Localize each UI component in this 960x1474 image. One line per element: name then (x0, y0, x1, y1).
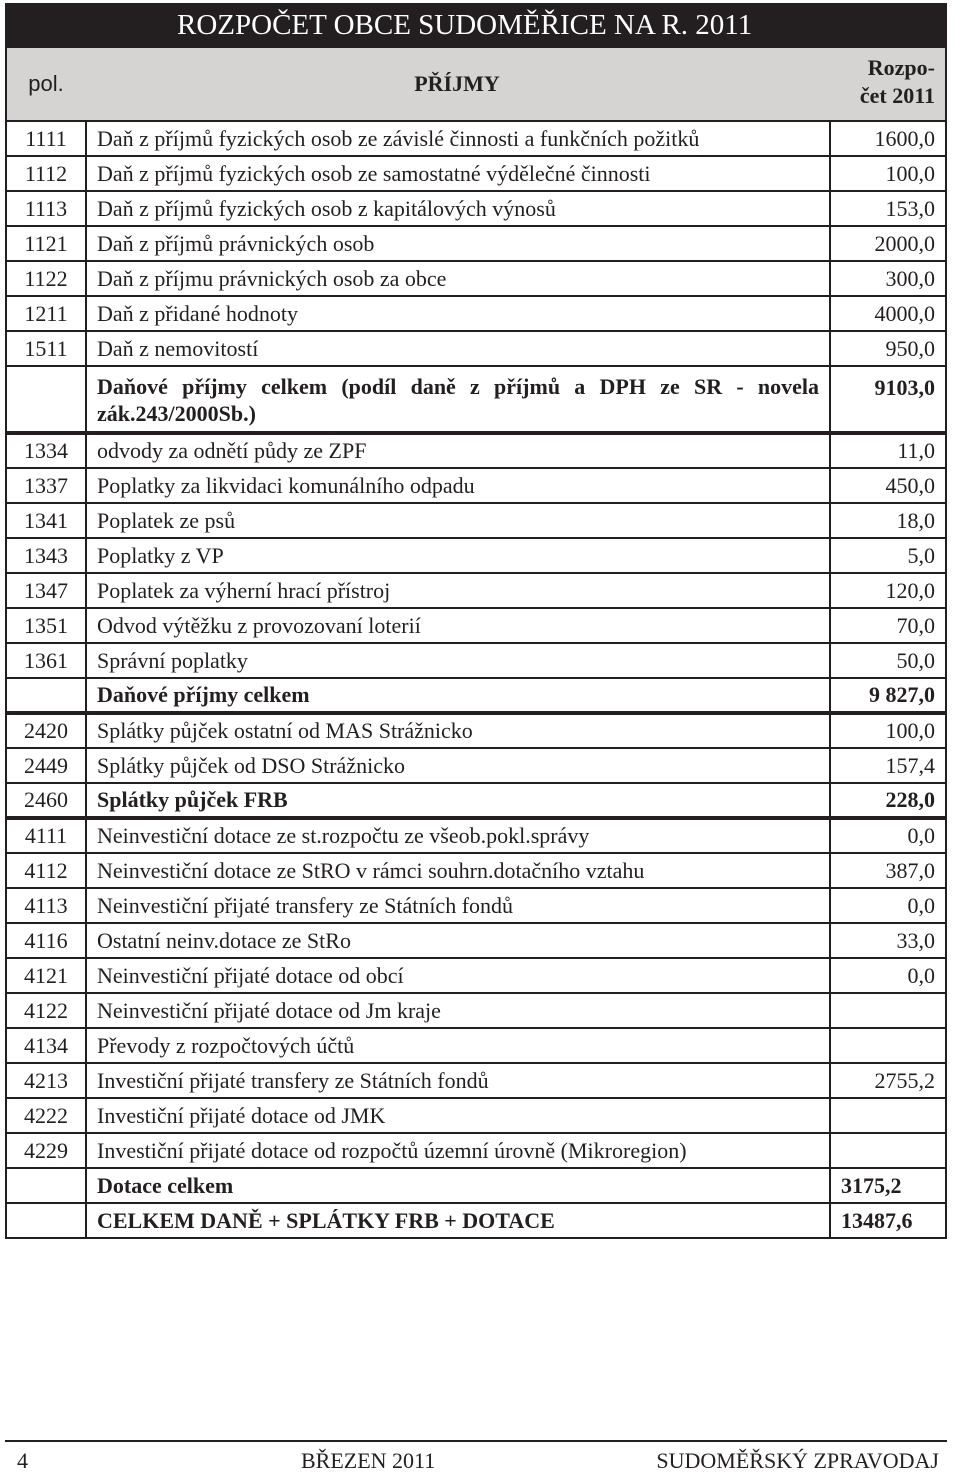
table-row (6, 503, 946, 538)
table-row (6, 296, 946, 331)
grand-total-row (6, 1203, 946, 1238)
table-row (6, 433, 946, 468)
row-value: 100,0 (830, 156, 946, 191)
row-value: 0,0 (830, 888, 946, 923)
table-row (6, 226, 946, 261)
subtotal-row (6, 366, 946, 433)
row-value: 50,0 (830, 643, 946, 678)
row-code: 4112 (6, 853, 86, 888)
row-label: odvody za odnětí půdy ze ZPF (86, 433, 830, 468)
row-code: 1361 (6, 643, 86, 678)
row-code (6, 366, 86, 433)
table-row (6, 713, 946, 748)
table-row (6, 643, 946, 678)
row-label: Neinvestiční přijaté transfery ze Státních fondů (86, 888, 830, 923)
row-label: Daň z příjmů právnických osob (86, 226, 830, 261)
row-code: 2449 (6, 748, 86, 783)
row-code: 4229 (6, 1133, 86, 1168)
row-value: 18,0 (830, 503, 946, 538)
row-code: 4111 (6, 818, 86, 853)
header-rozpocet (829, 48, 945, 120)
title-bar (5, 3, 947, 48)
row-value: 1600,0 (830, 121, 946, 156)
table-row (6, 261, 946, 296)
page-footer (5, 1440, 947, 1474)
row-code: 4122 (6, 993, 86, 1028)
row-code: 4121 (6, 958, 86, 993)
row-value: 33,0 (830, 923, 946, 958)
table-row (6, 1098, 946, 1133)
table-row (6, 748, 946, 783)
row-value: 228,0 (830, 783, 946, 818)
row-label: Poplatek ze psů (86, 503, 830, 538)
row-code: 4222 (6, 1098, 86, 1133)
row-value: 13487,6 (830, 1203, 946, 1238)
row-value: 4000,0 (830, 296, 946, 331)
row-code: 1121 (6, 226, 86, 261)
table-row (6, 573, 946, 608)
table-row (6, 331, 946, 366)
row-code: 1112 (6, 156, 86, 191)
table-row (6, 608, 946, 643)
row-label: Splátky půjček ostatní od MAS Strážnicko (86, 713, 830, 748)
row-code: 1211 (6, 296, 86, 331)
row-value: 450,0 (830, 468, 946, 503)
budget-table (5, 120, 947, 1239)
row-value: 100,0 (830, 713, 946, 748)
row-value (830, 1098, 946, 1133)
row-code: 2420 (6, 713, 86, 748)
row-label: Dotace celkem (86, 1168, 830, 1203)
subtotal-row (6, 678, 946, 713)
table-row (6, 538, 946, 573)
row-label: Poplatky z VP (86, 538, 830, 573)
row-code: 1341 (6, 503, 86, 538)
row-code: 4113 (6, 888, 86, 923)
row-value: 0,0 (830, 818, 946, 853)
row-code: 1111 (6, 121, 86, 156)
page-number: 4 (17, 1448, 28, 1473)
row-label: Neinvestiční dotace ze StRO v rámci souhrn.dotačního vztahu (86, 853, 830, 888)
row-code: 2460 (6, 783, 86, 818)
row-value: 3175,2 (830, 1168, 946, 1203)
row-label: Splátky půjček FRB (86, 783, 830, 818)
row-label: Daňové příjmy celkem (86, 678, 830, 713)
table-row (6, 1133, 946, 1168)
row-code: 1511 (6, 331, 86, 366)
header-prijmy: PŘÍJMY (414, 71, 500, 96)
row-value (830, 1028, 946, 1063)
row-code: 1351 (6, 608, 86, 643)
issue-date: BŘEZEN 2011 (301, 1448, 436, 1473)
table-row (6, 1028, 946, 1063)
row-label: Investiční přijaté dotace od rozpočtů územní úrovně (Mikroregion) (86, 1133, 830, 1168)
row-label: Neinvestiční dotace ze st.rozpočtu ze všeob.pokl.správy (86, 818, 830, 853)
header-rozpocet-line2: čet 2011 (859, 83, 935, 108)
row-label: Daň z příjmu právnických osob za obce (86, 261, 830, 296)
table-row (6, 853, 946, 888)
row-label: Daň z nemovitostí (86, 331, 830, 366)
table-row (6, 993, 946, 1028)
row-value: 300,0 (830, 261, 946, 296)
table-header (5, 48, 947, 120)
row-label: Ostatní neinv.dotace ze StRo (86, 923, 830, 958)
row-label: CELKEM DANĚ + SPLÁTKY FRB + DOTACE (86, 1203, 830, 1238)
budget-sheet (5, 3, 947, 1239)
row-label: Daň z přidané hodnoty (86, 296, 830, 331)
table-row (6, 156, 946, 191)
table-row (6, 958, 946, 993)
row-label: Investiční přijaté transfery ze Státních fondů (86, 1063, 830, 1098)
row-label: Investiční přijaté dotace od JMK (86, 1098, 830, 1133)
row-value: 153,0 (830, 191, 946, 226)
row-code: 1113 (6, 191, 86, 226)
row-label: Daň z příjmů fyzických osob ze závislé činnosti a funkčních požitků (86, 121, 830, 156)
row-value: 9 827,0 (830, 678, 946, 713)
row-value: 157,4 (830, 748, 946, 783)
row-value: 11,0 (830, 433, 946, 468)
row-value: 120,0 (830, 573, 946, 608)
row-code: 4134 (6, 1028, 86, 1063)
row-value: 2755,2 (830, 1063, 946, 1098)
header-pol: pol. (28, 71, 64, 96)
table-row (6, 468, 946, 503)
row-label: Splátky půjček od DSO Strážnicko (86, 748, 830, 783)
publication-name: SUDOMĚŘSKÝ ZPRAVODAJ (656, 1448, 939, 1473)
row-label: Daňové příjmy celkem (podíl daně z příjmů a DPH ze SR - novela zák.243/2000Sb.) (86, 366, 830, 433)
row-code: 1122 (6, 261, 86, 296)
row-code: 1337 (6, 468, 86, 503)
subtotal-row (6, 1168, 946, 1203)
page-title: ROZPOČET OBCE SUDOMĚŘICE NA R. 2011 (177, 9, 753, 41)
row-label: Daň z příjmů fyzických osob ze samostatné výdělečné činnosti (86, 156, 830, 191)
row-value: 70,0 (830, 608, 946, 643)
row-label: Poplatek za výherní hrací přístroj (86, 573, 830, 608)
row-code: 1334 (6, 433, 86, 468)
row-label: Správní poplatky (86, 643, 830, 678)
table-row (6, 1063, 946, 1098)
row-value: 5,0 (830, 538, 946, 573)
row-code (6, 678, 86, 713)
row-value: 387,0 (830, 853, 946, 888)
row-value (830, 993, 946, 1028)
row-code: 4213 (6, 1063, 86, 1098)
row-label: Daň z příjmů fyzických osob z kapitálových výnosů (86, 191, 830, 226)
table-row (6, 923, 946, 958)
row-label: Převody z rozpočtových účtů (86, 1028, 830, 1063)
row-label: Neinvestiční přijaté dotace od Jm kraje (86, 993, 830, 1028)
row-value: 950,0 (830, 331, 946, 366)
row-code: 4116 (6, 923, 86, 958)
row-code: 1347 (6, 573, 86, 608)
row-value: 0,0 (830, 958, 946, 993)
table-row (6, 783, 946, 818)
row-value: 9103,0 (830, 366, 946, 433)
row-label: Poplatky za likvidaci komunálního odpadu (86, 468, 830, 503)
row-label: Neinvestiční přijaté dotace od obcí (86, 958, 830, 993)
row-code (6, 1168, 86, 1203)
row-value: 2000,0 (830, 226, 946, 261)
table-row (6, 818, 946, 853)
row-code (6, 1203, 86, 1238)
header-rozpocet-line1: Rozpo- (867, 55, 935, 80)
row-value (830, 1133, 946, 1168)
row-label: Odvod výtěžku z provozovaní loterií (86, 608, 830, 643)
table-row (6, 191, 946, 226)
row-code: 1343 (6, 538, 86, 573)
table-row (6, 121, 946, 156)
table-row (6, 888, 946, 923)
